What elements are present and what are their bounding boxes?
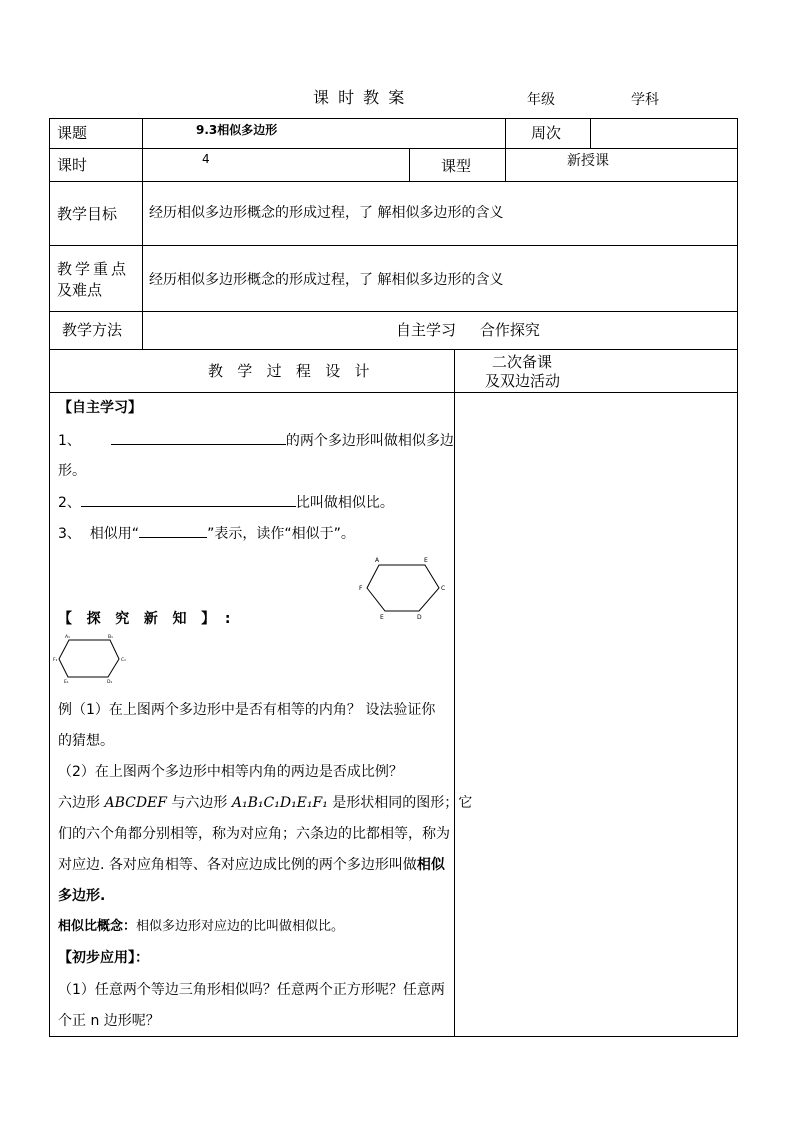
example-1-line2: 的猜想。	[58, 733, 114, 749]
definition-line3: 对应边. 各对应角相等、各对应边成比例的两个多边形叫做相似	[58, 857, 445, 873]
process-header: 教 学 过 程 设 计	[208, 362, 370, 380]
focus-label-line2: 及难点	[57, 281, 103, 299]
definition-line2: 们的六个角都分别相等，称为对应角；六条边的比都相等，称为	[58, 826, 450, 842]
hexagon-abcdef-figure	[355, 552, 450, 624]
focus-value: 经历相似多边形概念的形成过程，了 解相似多边形的含义	[149, 272, 504, 288]
vertex-label: E	[424, 557, 428, 564]
explore-heading: 【 探 究 新 知 】 :	[58, 611, 231, 627]
vertex-label: A₁	[65, 635, 70, 640]
goal-label: 教学目标	[57, 205, 118, 223]
subject-label: 学科	[631, 92, 659, 108]
focus-label-line1: 教学重点	[57, 260, 130, 278]
blank-1	[111, 430, 286, 445]
example-1-line1: 例（1）在上图两个多边形中是否有相等的内角？ 设法验证你	[58, 702, 436, 718]
vertex-label: A	[375, 557, 380, 564]
self-study-heading: 【自主学习】	[58, 400, 142, 416]
vertex-label: C	[441, 585, 446, 592]
definition-line1: 六边形 ABCDEF 与六边形 A₁B₁C₁D₁E₁F₁ 是形状相同的图形；它	[58, 795, 473, 811]
type-value: 新授课	[567, 153, 609, 169]
vertex-label: D	[417, 614, 422, 621]
vertex-label: F₁	[53, 658, 58, 663]
goal-value: 经历相似多边形概念的形成过程，了 解相似多边形的含义	[149, 205, 504, 221]
vertex-label: F	[359, 585, 363, 592]
example-2: （2）在上图两个多边形中相等内角的两边是否成比例？	[58, 764, 403, 780]
page-title: 课 时 教 案	[313, 88, 407, 107]
question-1-cont: 形。	[58, 463, 86, 479]
question-1: 1、 的两个多边形叫做相似多边	[58, 430, 454, 451]
side-header-line2: 及双边活动	[485, 372, 561, 390]
question-3: 3、 相似用“ ”表示，读作“相似于”。	[58, 523, 355, 544]
question-2: 2、 比叫做相似比。	[58, 492, 394, 513]
period-label: 课时	[57, 156, 88, 174]
vertex-label: E₁	[64, 680, 69, 684]
method-value: 自主学习 合作探究	[396, 321, 540, 339]
apply-question-line1: （1）任意两个等边三角形相似吗？任意两个正方形呢？任意两	[58, 982, 445, 998]
apply-heading: 【初步应用】：	[58, 950, 149, 966]
vertex-label: E	[380, 614, 384, 621]
period-value: 4	[202, 152, 210, 166]
definition-line4: 多边形.	[58, 888, 106, 904]
ratio-definition: 相似比概念：相似多边形对应边的比叫做相似比。	[58, 919, 345, 934]
week-label: 周次	[531, 124, 562, 142]
vertex-label: C₁	[121, 658, 126, 663]
topic-value: 9.3相似多边形	[196, 123, 278, 137]
method-label: 教学方法	[62, 321, 123, 339]
blank-2	[81, 492, 296, 507]
hexagon-a1b1c1d1e1f1-figure	[53, 632, 133, 684]
blank-3	[139, 523, 207, 538]
side-header-line1: 二次备课	[492, 353, 553, 371]
topic-label: 课题	[57, 124, 88, 142]
vertex-label: D₁	[107, 680, 113, 684]
vertex-label: B₁	[108, 635, 113, 640]
apply-question-line2: 个正 n 边形呢？	[58, 1013, 160, 1029]
type-label: 课型	[441, 157, 472, 175]
grade-label: 年级	[527, 92, 555, 108]
